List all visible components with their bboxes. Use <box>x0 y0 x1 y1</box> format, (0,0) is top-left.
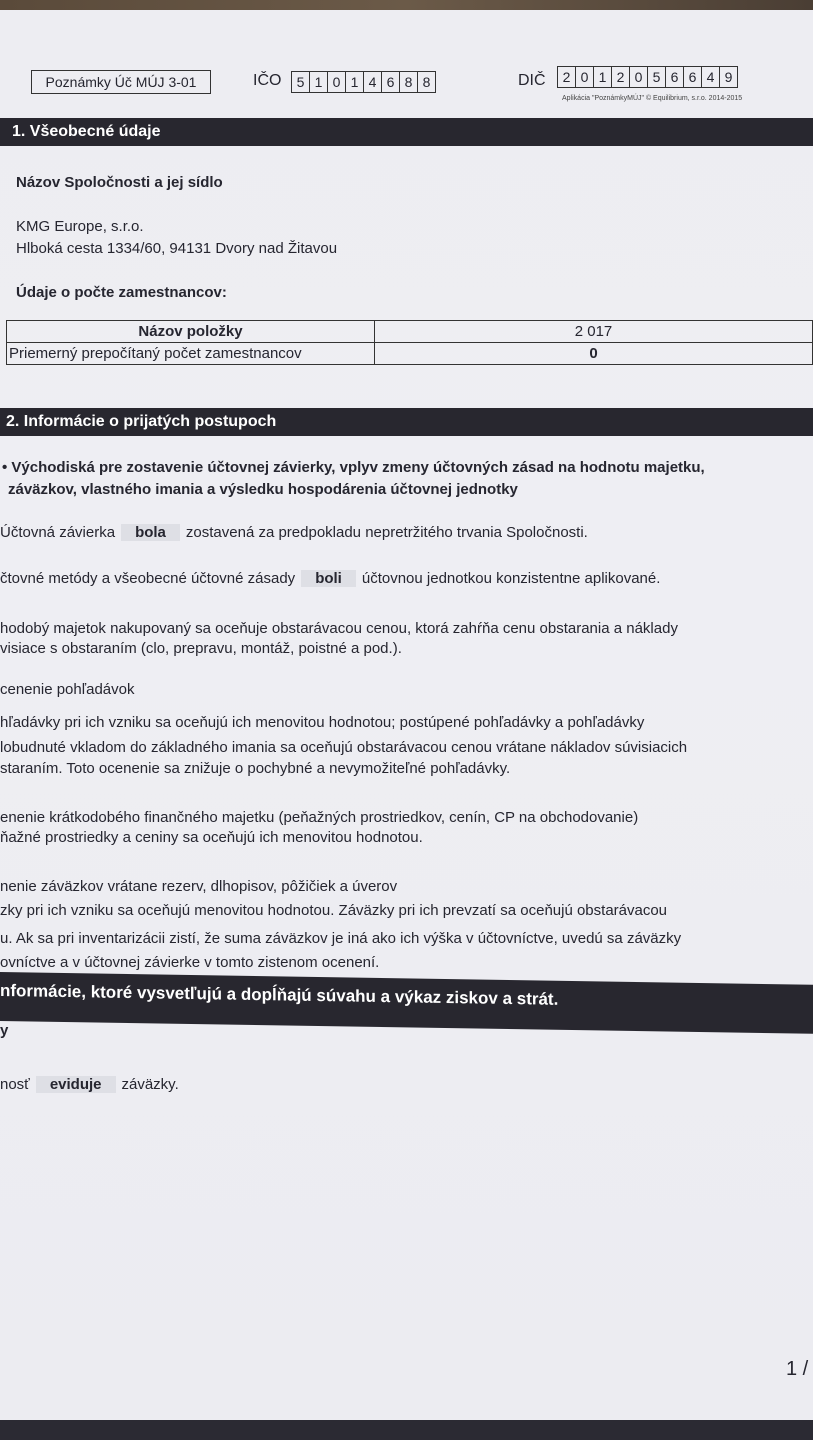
ico-digit: 0 <box>328 72 346 92</box>
company-address: Hlboká cesta 1334/60, 94131 Dvory nad Žitavou <box>16 240 338 257</box>
table-cell-value: 0 <box>375 343 813 365</box>
table-header-row <box>7 321 813 343</box>
company-name: KMG Europe, s.r.o. <box>16 218 144 235</box>
app-copyright-note: Aplikácia "PoznámkyMÚJ" © Equilibrium, s.r.o. 2014-2015 <box>562 95 743 102</box>
section-1-title: 1. Všeobecné údaje <box>12 123 161 140</box>
dic-digit: 9 <box>724 69 733 85</box>
bullet-line-1: • Východiská pre zostavenie účtovnej závierky, vplyv zmeny účtovných zásad na hodnotu majetku, <box>2 459 705 476</box>
dic-digit: 6 <box>684 67 702 87</box>
ico-digit: 4 <box>364 72 382 92</box>
section-2-title: 2. Informácie o prijatých postupoch <box>6 413 277 430</box>
dic-digit: 4 <box>702 67 720 87</box>
desk-edge-bottom <box>0 1420 813 1440</box>
receivables-line-2: lobudnuté vkladom do základného imania sa oceňujú obstarávacou cenou vrátane nákladov súvisiacich <box>0 739 688 756</box>
ico-digit: 5 <box>292 72 310 92</box>
section-2-bar <box>0 408 813 436</box>
going-concern-text: Účtovná závierka <box>0 524 116 541</box>
ico-digit: 1 <box>346 72 364 92</box>
section-3-title: nformácie, ktoré vysvetľujú a dopĺňajú súvahu a výkaz ziskov a strát. <box>0 980 559 1009</box>
dic-digit: 0 <box>630 67 648 87</box>
employees-heading: Údaje o počte zamestnancov: <box>16 284 227 301</box>
liabilities-records-text: nosť <box>0 1076 30 1093</box>
dic-digit: 1 <box>594 67 612 87</box>
liabilities-line-3: ovníctve a v účtovnej závierke v tomto zistenom ocenení. <box>0 954 380 971</box>
liabilities-records-field: eviduje <box>36 1076 116 1093</box>
going-concern-field: bola <box>121 524 180 541</box>
receivables-heading: cenenie pohľadávok <box>0 681 135 698</box>
liabilities-heading: nenie záväzkov vrátane rezerv, dlhopisov, pôžičiek a úverov <box>0 878 398 895</box>
dic-digit: 5 <box>648 67 666 87</box>
liabilities-line-1: zky pri ich vzniku sa oceňujú menovitou hodnotou. Záväzky pri ich prevzatí sa oceňujú obstarávacou <box>0 902 668 919</box>
table-header-year: 2 017 <box>375 321 813 343</box>
accounting-methods-text-end: účtovnou jednotkou konzistentne aplikované. <box>361 570 661 587</box>
company-heading: Názov Spoločnosti a jej sídlo <box>16 174 223 191</box>
section-3-subheading: y <box>0 1022 9 1039</box>
financial-assets-line-2: ňažné prostriedky a ceniny sa oceňujú ich menovitou hodnotou. <box>0 829 423 846</box>
ico-label: IČO <box>253 72 282 89</box>
employees-table <box>6 320 813 365</box>
ico-digit: 1 <box>310 72 328 92</box>
table-row <box>7 343 813 365</box>
ico-digit: 8 <box>400 72 418 92</box>
liabilities-line-2: u. Ak sa pri inventarizácii zistí, že suma záväzkov je iná ako ich výška v účtovníctve, uvedú sa záväzky <box>0 930 682 947</box>
liabilities-records-text-end: záväzky. <box>121 1076 179 1093</box>
dic-digit: 2 <box>612 67 630 87</box>
financial-assets-line-1: enenie krátkodobého finančného majetku (peňažných prostriedkov, cenín, CP na obchodovanie) <box>0 809 639 826</box>
ico-digit: 8 <box>422 74 431 90</box>
ico-digits <box>291 71 436 93</box>
table-cell-label: Priemerný prepočítaný počet zamestnancov <box>7 343 375 365</box>
dic-digits <box>557 66 738 88</box>
section-1-bar <box>0 118 813 146</box>
dic-digit: 2 <box>558 67 576 87</box>
accounting-methods-field: boli <box>301 570 356 587</box>
fixed-assets-line-1: hodobý majetok nakupovaný sa oceňuje obstarávacou cenou, ktorá zahŕňa cenu obstarania a náklady <box>0 620 678 637</box>
table-header-item: Názov položky <box>7 321 375 343</box>
bullet-line-2: záväzkov, vlastného imania a výsledku hospodárenia účtovnej jednotky <box>8 481 518 498</box>
receivables-line-3: staraním. Toto ocenenie sa znižuje o pochybné a nevymožiteľné pohľadávky. <box>0 760 511 777</box>
dic-label: DIČ <box>518 72 546 89</box>
receivables-line-1: hľadávky pri ich vzniku sa oceňujú ich menovitou hodnotou; postúpené pohľadávky a pohľadávky <box>0 714 645 731</box>
accounting-methods-text: čtovné metódy a všeobecné účtovné zásady <box>0 570 296 587</box>
dic-digit: 6 <box>666 67 684 87</box>
dic-digit: 0 <box>576 67 594 87</box>
liabilities-records-paragraph <box>0 1076 179 1093</box>
fixed-assets-line-2: visiace s obstaraním (clo, prepravu, montáž, poistné a pod.). <box>0 640 402 657</box>
form-code-box: Poznámky Úč MÚJ 3-01 <box>31 70 211 94</box>
ico-digit: 6 <box>382 72 400 92</box>
accounting-methods-paragraph <box>0 570 660 587</box>
going-concern-paragraph <box>0 524 588 541</box>
going-concern-text-end: zostavená za predpokladu nepretržitého trvania Spoločnosti. <box>185 524 588 541</box>
page-number: 1 / <box>786 1358 809 1380</box>
